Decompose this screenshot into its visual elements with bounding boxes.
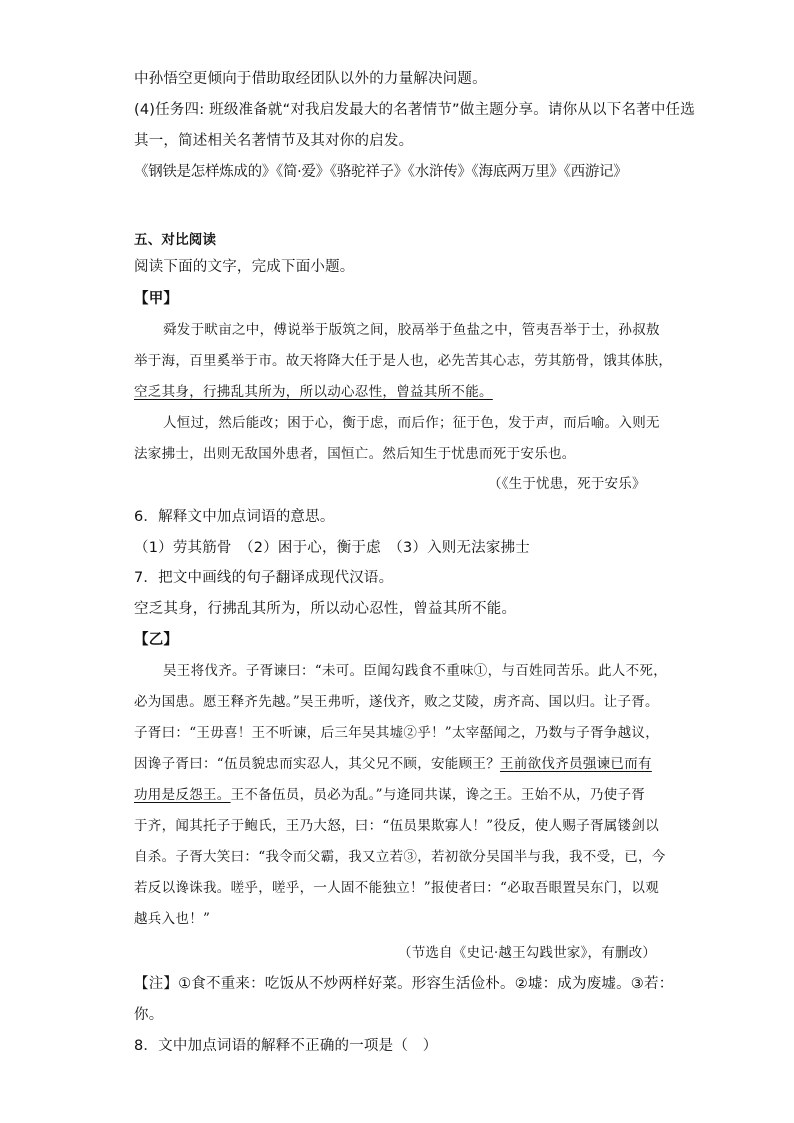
question-8-stem: 8．文中加点词语的解释不正确的一项是（ ）: [134, 1038, 438, 1054]
passage-yi-line: 越兵入也！”: [134, 911, 211, 927]
passage-yi-line: 吴王将伐齐。子胥谏曰：“未可。臣闻勾践食不重味①，与百姓同苦乐。此人不死，: [163, 663, 668, 679]
passage-jia-line: 举于海，百里奚举于市。故天将降大任于是人也，必先苦其心志，劳其筋骨，饿其体肤，: [134, 353, 673, 369]
passage-yi-source: （节选自《史记·越王勾践世家》，有删改）: [398, 945, 657, 961]
passage-yi-line: [134, 752, 652, 772]
annotation-line-1: 【注】①食不重来：吃饭从不炒两样好菜。形容生活俭朴。②墟：成为废墟。③若：: [134, 976, 674, 992]
passage-yi-line: [134, 783, 645, 803]
passage-yi-line: 自杀。子胥大笑曰：“我令而父霸，我又立若③，若初欲分吴国半与我，我不受，已，今: [134, 849, 666, 865]
passage-jia-line: 法家拂士，出则无敌国外患者，国恒亡。然后知生于忧患而死于安乐也。: [134, 446, 576, 462]
passage-yi-underlined-sentence: 功用是反怨王。: [134, 787, 231, 803]
instruction: 阅读下面的文字，完成下面小题。: [134, 259, 355, 275]
passage-yi-line: 必为国患。愿王释齐先越。”吴王弗听，遂伐齐，败之艾陵，虏齐高、国以归。让子胥。: [134, 694, 659, 710]
passage-yi-line: 子胥曰：“王毋喜！王不听谏，后三年吴其墟②乎！”太宰嚭闻之，乃数与子胥争越议，: [134, 725, 660, 741]
passage-jia-underlined-sentence: 空乏其身，行拂乱其所为，所以动心忍性，曾益其所不能。: [134, 384, 493, 400]
passage-yi-text: 王不备伍员，员必为乱。”与逄同共谋，谗之王。王始不从，乃使子胥: [230, 787, 646, 803]
passage-yi-line: 于齐，闻其托子于鲍氏，王乃大怒，曰：“伍员果欺寡人！”役反，使人赐子胥属镂剑以: [134, 818, 660, 834]
passage-jia-source: （《生于忧患，死于安乐》: [488, 476, 646, 492]
task-four-line-2: 其一，简述相关名著情节及其对你的启发。: [134, 133, 414, 149]
passage-yi-underlined-sentence: 王前欲伐齐员强谏已而有: [500, 756, 652, 772]
passage-yi-line: 若反以谗诛我。嗟乎，嗟乎，一人固不能独立！”报使者曰：“必取吾眼置吴东门，以观: [134, 880, 660, 896]
passage-jia-label: 【甲】: [134, 291, 179, 307]
annotation-line-2: 你。: [134, 1007, 164, 1023]
question-6-items: （1）劳其筋骨 （2）困于心，衡于虑 （3）入则无法家拂士: [134, 540, 530, 556]
passage-yi-label: 【乙】: [134, 632, 179, 648]
question-6-stem: 6．解释文中加点词语的意思。: [134, 509, 335, 525]
passage-jia-line: 人恒过，然后能改；困于心，衡于虑，而后作；征于色，发于声，而后喻。入则无: [163, 415, 660, 431]
section-heading: 五、对比阅读: [134, 232, 217, 248]
question-7-sentence: 空乏其身，行拂乱其所为，所以动心忍性，曾益其所不能。: [134, 601, 517, 617]
task-four-line-1: (4)任务四: 班级准备就“对我启发最大的名著情节”做主题分享。请你从以下名著中任选: [134, 102, 695, 118]
passage-jia-line: 舜发于畎亩之中，傅说举于版筑之间，胶鬲举于鱼盐之中，管夷吾举于士，孙叔敖: [163, 322, 660, 338]
intro-line-1: 中孙悟空更倾向于借助取经团队以外的力量解决问题。: [134, 71, 487, 87]
question-7-stem: 7．把文中画线的句子翻译成现代汉语。: [134, 570, 394, 586]
passage-yi-text: 因谗子胥曰：“伍员貌忠而实忍人，其父兄不顾，安能顾王？: [134, 756, 501, 772]
book-list: 《钢铁是怎样炼成的》《简·爱》《骆驼祥子》《水浒传》《海底两万里》《西游记》: [134, 164, 628, 180]
